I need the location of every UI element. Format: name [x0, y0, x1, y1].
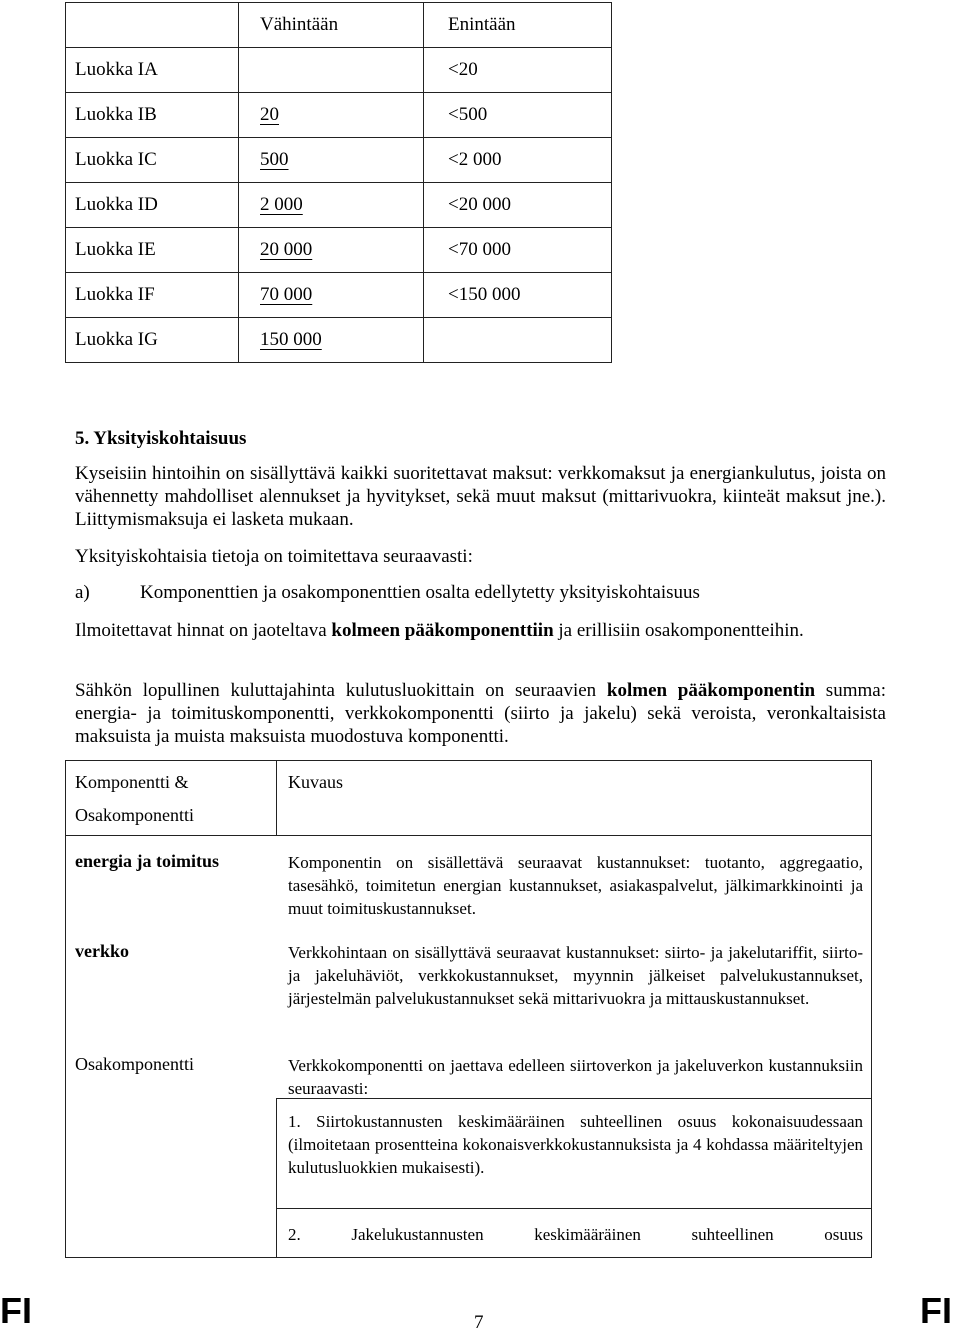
description-header: Kuvaus — [288, 772, 343, 792]
component-table-divider — [65, 835, 872, 836]
list-marker-a: a) — [75, 582, 90, 603]
subcomponent-item-1: 1. Siirtokustannusten keskimääräinen suhteellinen osuus kokonaisuudessaan (ilmoitetaan prosentteina kokonaisverkkokustannuksista ja 4 kohdassa määriteltyjen kulutusluokkien mukaisesti). — [288, 1112, 863, 1177]
class-label: Luokka IC — [66, 138, 239, 183]
section-heading: 5. Yksityiskohtaisuus — [75, 428, 247, 449]
list-item-a: Komponenttien ja osakomponenttien osalta edellytetty yksityiskohtaisuus — [140, 582, 700, 603]
class-label: Luokka IE — [66, 228, 239, 273]
class-min: 500 — [239, 138, 424, 183]
component-table-column-divider — [276, 760, 277, 835]
table-row — [66, 93, 612, 138]
class-max: <2 000 — [424, 138, 612, 183]
table-row — [66, 138, 612, 183]
class-label: Luokka ID — [66, 183, 239, 228]
table-header-cell — [66, 3, 239, 48]
class-min: 70 000 — [239, 273, 424, 318]
page-number: 7 — [474, 1312, 484, 1333]
table-row — [66, 48, 612, 93]
paragraph-included-charges: Kyseisiin hintoihin on sisällyttävä kaikki suoritettavat maksut: verkkomaksut ja energiankulutus, joista on vähennetty mahdolliset alennukset ja hyvitykset, sekä muut maksut (mittarivuokra, kiinteät maksut jne.). Liittymismaksuja ei lasketa mukaan. — [75, 463, 886, 530]
class-max: <20 — [424, 48, 612, 93]
component-desc-energy: Komponentin on sisällettävä seuraavat kustannukset: tuotanto, aggregaatio, tasesähkö, toimitetun energian kustannukset, asiakaspalvelut, jälkimarkkinointi ja muut toimituskustannukset. — [288, 853, 863, 918]
component-label-subcomponent: Osakomponentti — [75, 1054, 194, 1074]
footer-language-left: FI — [0, 1290, 32, 1331]
component-label-network: verkko — [75, 941, 129, 961]
component-header-line1: Komponentti & — [75, 772, 189, 792]
class-label: Luokka IA — [66, 48, 239, 93]
class-min: 20 000 — [239, 228, 424, 273]
table-row — [66, 183, 612, 228]
component-table-subdivider — [276, 1208, 872, 1209]
table-header-cell: Enintään — [424, 3, 612, 48]
class-min: 2 000 — [239, 183, 424, 228]
paragraph-detail-intro: Yksityiskohtaisia tietoja on toimitettava seuraavasti: — [75, 546, 473, 567]
paragraph-breakdown: Ilmoitettavat hinnat on jaoteltava kolmeen pääkomponenttiin ja erillisiin osakomponentteihin. — [75, 620, 804, 641]
footer-language-right: FI — [920, 1290, 952, 1331]
subcomponent-item-2: 2. Jakelukustannusten keskimääräinen suhteellinen osuus — [288, 1225, 863, 1244]
paragraph-final-price: Sähkön lopullinen kuluttajahinta kulutusluokittain on seuraavien kolmen pääkomponentin summa: energia- ja toimituskomponentti, verkkokomponentti (siirto ja jakelu) sekä veroista, veronkaltaisista maksuista ja muista maksuista muodostuva komponentti. — [75, 680, 886, 747]
class-max: <500 — [424, 93, 612, 138]
class-label: Luokka IF — [66, 273, 239, 318]
component-desc-network: Verkkohintaan on sisällyttävä seuraavat kustannukset: siirto- ja jakelutariffit, siirto- ja jakeluhäviöt, verkkokustannukset, myynnin jälkeiset palvelukustannukset, järjestelmän palvelukustannukset sekä mittarivuokra ja mittauskustannukset. — [288, 943, 863, 1008]
component-desc-subcomponent: Verkkokomponentti on jaettava edelleen siirtoverkon ja jakeluverkon kustannuksiin seuraavasti: — [288, 1056, 863, 1098]
consumption-class-table — [65, 2, 612, 363]
component-header-line2: Osakomponentti — [75, 805, 194, 825]
table-header-cell: Vähintään — [239, 3, 424, 48]
class-max: <70 000 — [424, 228, 612, 273]
table-row — [66, 228, 612, 273]
class-label: Luokka IG — [66, 318, 239, 363]
component-label-energy: energia ja toimitus — [75, 851, 219, 871]
class-min: 150 000 — [239, 318, 424, 363]
class-max: <150 000 — [424, 273, 612, 318]
class-max — [424, 318, 612, 363]
class-label: Luokka IB — [66, 93, 239, 138]
class-min: 20 — [239, 93, 424, 138]
table-row — [66, 318, 612, 363]
class-min — [239, 48, 424, 93]
table-row — [66, 273, 612, 318]
table-header-row — [66, 3, 612, 48]
class-max: <20 000 — [424, 183, 612, 228]
